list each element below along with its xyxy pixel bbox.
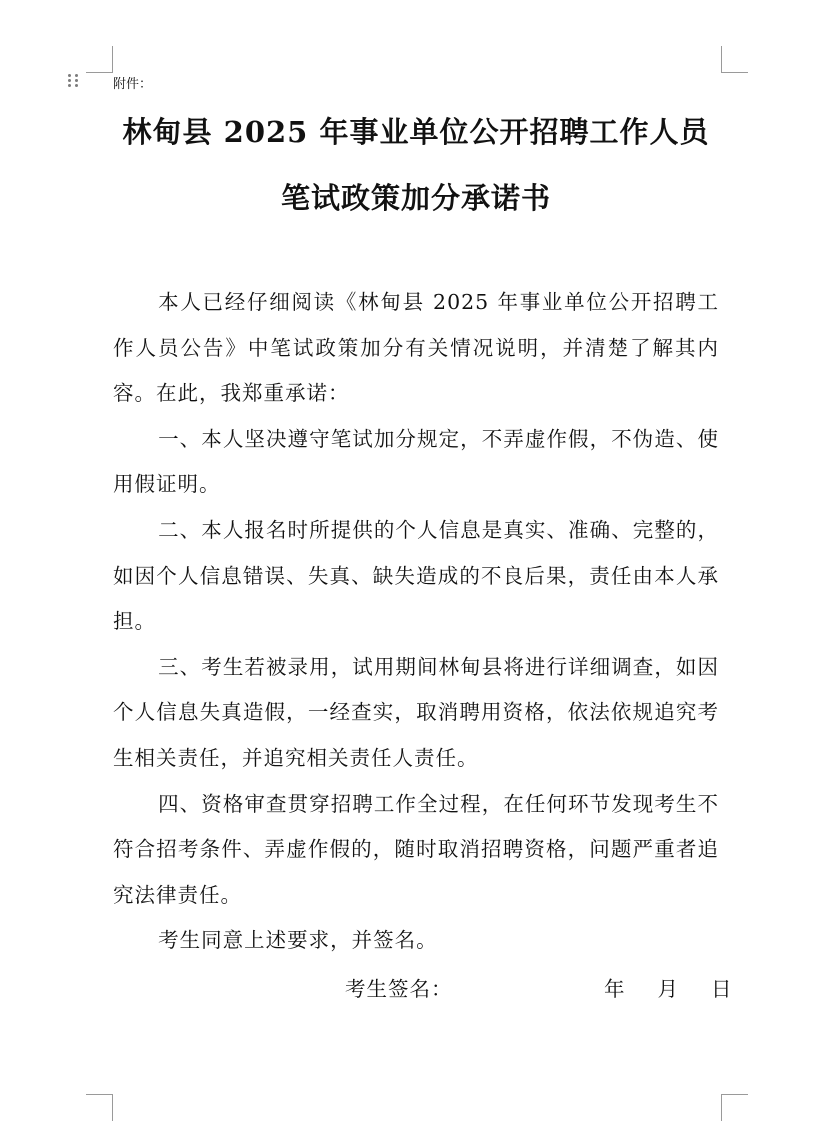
paragraph-consent: 考生同意上述要求，并签名。 xyxy=(158,928,438,953)
document-body xyxy=(113,280,719,964)
date-line xyxy=(604,972,732,1002)
paragraph-pledge-4: 四、资格审查贯穿招聘工作全过程，在任何环节发现考生不符合招考条件、弄虚作假的，随时取消招聘资格，问题严重者追究法律责任。 xyxy=(113,791,719,907)
date-year-label: 年 xyxy=(604,977,625,1001)
page-corner-bottom-right xyxy=(721,1094,748,1121)
document-title-line-1: 林甸县 2025 年事业单位公开招聘工作人员 xyxy=(122,115,710,149)
paragraph-drag-handle-icon[interactable] xyxy=(68,74,80,90)
page-corner-bottom-left xyxy=(86,1094,113,1121)
signature-label: 考生签名： xyxy=(345,977,453,1001)
paragraph-intro: 本人已经仔细阅读《林甸县 2025 年事业单位公开招聘工作人员公告》中笔试政策加分有关情况说明，并清楚了解其内容。在此，我郑重承诺： xyxy=(113,290,719,406)
document-title-line-2: 笔试政策加分承诺书 xyxy=(280,181,551,215)
attachment-label: 附件： xyxy=(113,77,153,92)
paragraph-pledge-1: 一、本人坚决遵守笔试加分规定，不弄虚作假，不伪造、使用假证明。 xyxy=(113,426,719,497)
date-day-label: 日 xyxy=(711,977,732,1001)
paragraph-pledge-2: 二、本人报名时所提供的个人信息是真实、准确、完整的，如因个人信息错误、失真、缺失造成的不良后果，责任由本人承担。 xyxy=(113,517,719,634)
paragraph-pledge-3: 三、考生若被录用，试用期间林甸县将进行详细调查，如因个人信息失真造假，一经查实，取消聘用资格，依法依规追究考生相关责任，并追究相关责任人责任。 xyxy=(113,654,719,770)
page-corner-top-right xyxy=(721,46,748,73)
page-corner-top-left xyxy=(86,46,113,73)
date-month-label: 月 xyxy=(657,977,678,1001)
